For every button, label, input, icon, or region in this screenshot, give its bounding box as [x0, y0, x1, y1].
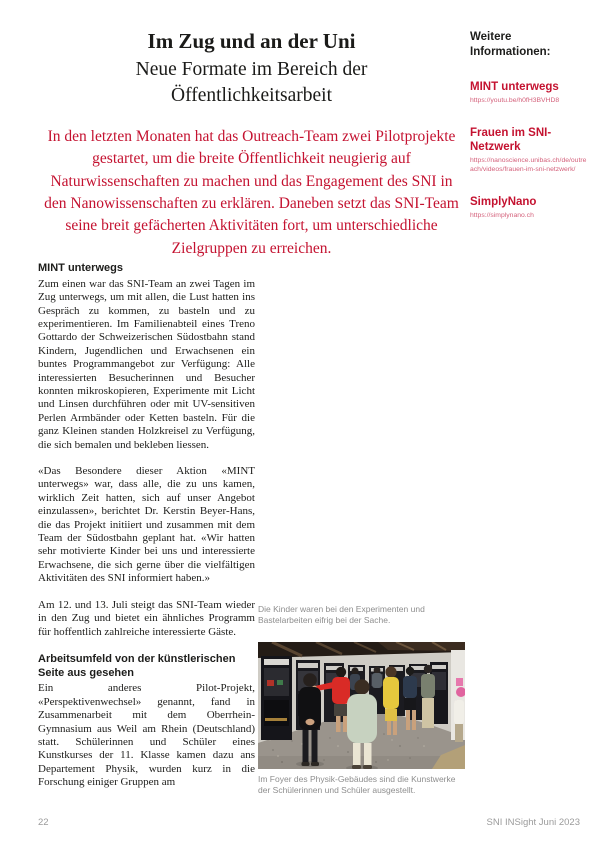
section-heading-arbeitsumfeld: Arbeitsumfeld von der künstlerischen Seite aus gesehen	[38, 652, 236, 679]
issue-label: SNI INSight Juni 2023	[486, 817, 580, 828]
sidebar-weitere-informationen	[470, 30, 588, 241]
page-number: 22	[38, 817, 49, 828]
page-subtitle: Neue Formate im Bereich der Öffentlichkeitsarbeit	[135, 59, 368, 106]
sidebar-link-frauen-im-sni-netzwerk	[470, 126, 588, 174]
exhibition-photo	[258, 642, 465, 769]
link-mint-unterwegs-url[interactable]: https://youtu.be/h0fH3BVHD8	[470, 97, 560, 104]
figure-caption-top: Die Kinder waren bei den Experimenten und Bastelarbeiten eifrig bei der Sache.	[258, 604, 425, 625]
article-column	[38, 262, 255, 790]
link-simplynano[interactable]: SimplyNano	[470, 196, 537, 208]
body-paragraph: Zum einen war das SNI-Team an zwei Tagen im Zug unterwegs, um mit allen, die Lust hatten ins Gespräch zu kommen, zu basteln und zu experimentieren. Im Familienabteil eines Treno Gottardo der Schweizerischen Südostbahn stand Kindern, Jugendlichen und Erwachsenen ein buntes Programmangebot zur Verfügung: Alle interessierten Besucherinnen und Besucher konnten mikroskopieren, Experimente mit Licht und Linsen durchführen oder mit UV-sensitiven Perlen Armbänder oder Ketten basteln. Für die ganz Kleinen standen Holzkreisel zu Verfügung, die sich bemalen und bekleben liessen.	[38, 277, 255, 451]
link-mint-unterwegs[interactable]: MINT unterwegs	[470, 81, 559, 93]
sidebar-link-mint-unterwegs	[470, 80, 588, 105]
link-frauen-im-sni-netzwerk-url[interactable]: https://nanoscience.unibas.ch/de/outreach/videos/frauen-im-sni-netzwerk/	[470, 157, 587, 173]
link-frauen-im-sni-netzwerk[interactable]: Frauen im SNI-Netzwerk	[470, 127, 552, 153]
title-block	[38, 28, 465, 108]
sidebar-link-simplynano	[470, 195, 588, 220]
figure-caption-bottom: Im Foyer des Physik-Gebäudes sind die Kunstwerke der Schülerinnen und Schüler ausgestellt.	[258, 774, 456, 795]
poster-panel	[261, 656, 292, 740]
quote-paragraph: «Das Besondere dieser Aktion «MINT unterwegs» war, dass alle, die zu uns kamen, wirklich Zeit hatten, sich auf unser Angebot einzulassen», berichtet Dr. Kerstin Beyer-Hans, die das Projekt initiiert und zusammen mit dem Team der Südostbahn geplant hat. «Wir hatten sehr motivierte Kinder bei uns und interessierte Erwachsene, die sich gerne über die vielfältigen Aktivitäten des SNI informiert haben.»	[38, 465, 255, 585]
body-paragraph: Am 12. und 13. Juli steigt das SNI-Team wieder in den Zug und bietet ein ähnliches Programm für hoffentlich zahlreiche interessierte Gäste.	[38, 598, 255, 638]
page-title: Im Zug und an der Uni	[147, 29, 356, 53]
link-simplynano-url[interactable]: https://simplynano.ch	[470, 212, 534, 219]
section-heading-mint-unterwegs: MINT unterwegs	[38, 262, 123, 274]
sidebar-heading: Weitere Informationen:	[470, 31, 551, 58]
body-paragraph: Ein anderes Pilot-Projekt, «Perspektivenwechsel» genannt, fand in Zusammenarbeit mit dem Oberrhein-Gymnasium aus Weil am Rhein (Deutschland) statt. Schülerinnen und Schüler eines Kunstkurses der 11. Klasse kamen dazu ans Departement Physik, wurden kurz in die Forschung einiger Gruppen am	[38, 682, 255, 789]
figure-block	[258, 604, 465, 796]
intro-paragraph: In den letzten Monaten hat das Outreach-Team zwei Pilotprojekte gestartet, um die breite Öffentlichkeit neugierig auf Naturwissenschaften zu machen und das Engagement des SNI in den Nanowissenschaften zu erklären. Daneben setzt das SNI-Team seine breit gefächerten Aktivitäten fort, um unterschiedliche Zielgruppen zu erreichen.	[44, 128, 459, 257]
exhibition-photo-illustration	[258, 642, 465, 769]
